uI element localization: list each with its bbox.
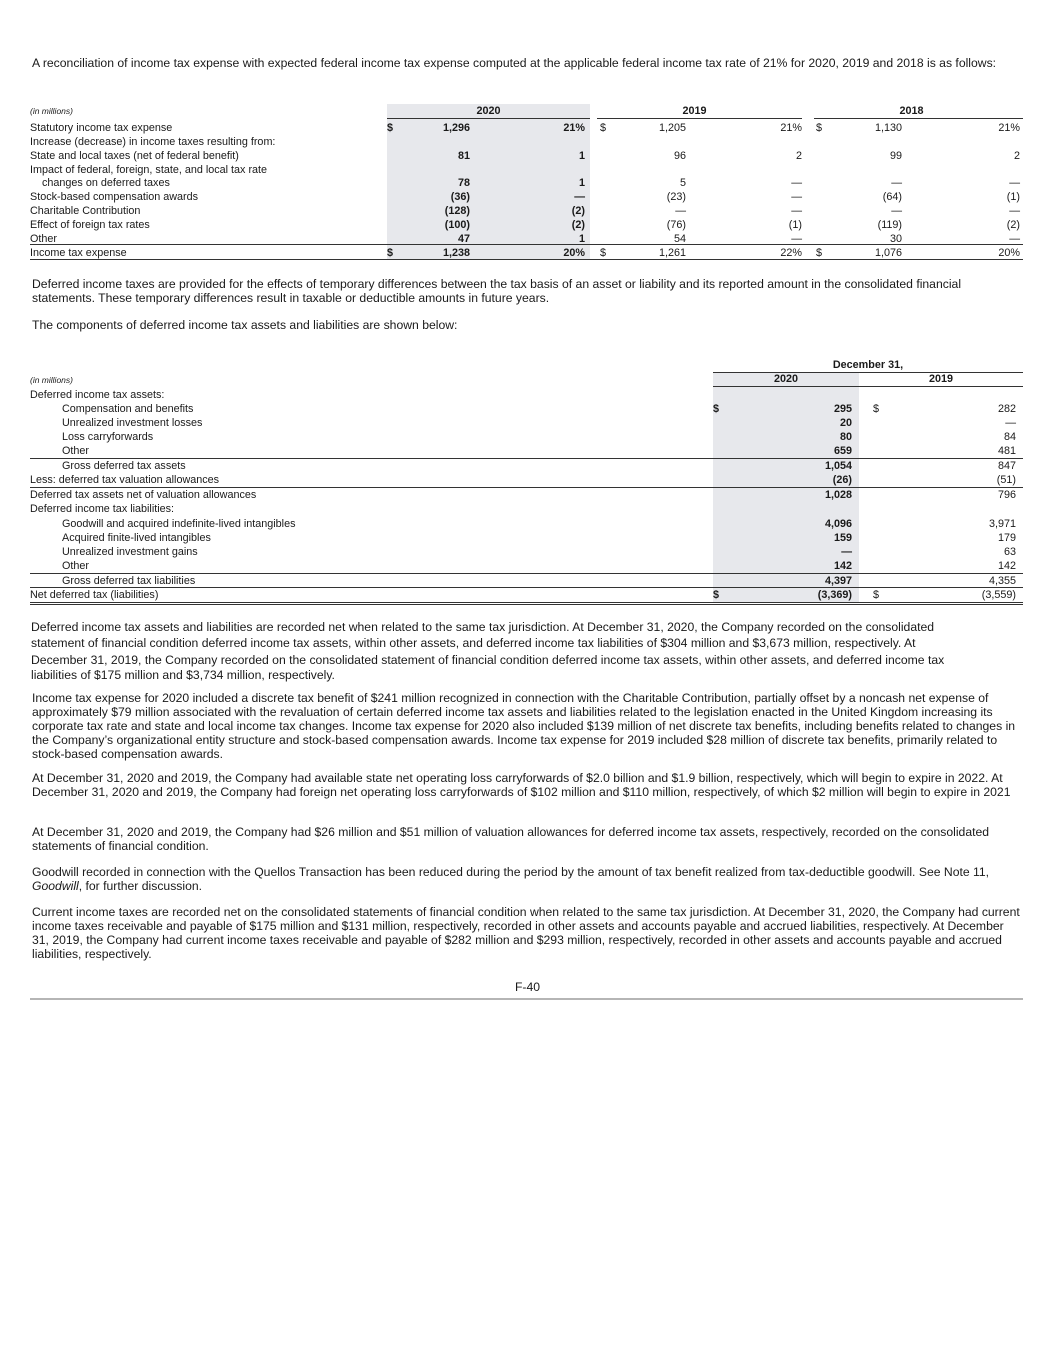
paragraph-line: December 31, 2019, the Company recorded on the consolidated statement of financial condition deferred income tax assets, within other assets, and deferred income tax xyxy=(31,653,945,667)
value-2019: 796 xyxy=(997,489,1016,501)
row-label: Other xyxy=(30,233,58,245)
nol-paragraph: At December 31, 2020 and 2019, the Company had available state net operating loss carryforwards of $2.0 billion and $1.9 billion, respectively, which will begin to expire in 2022. At December 31, 2020 and 2019, the Company had foreign net operating loss carryforwards of $102 million and $110 million, respectively, of which $2 million will begin to expire in 2021 xyxy=(32,771,1011,799)
header-rule xyxy=(713,386,1023,387)
percent-2018: 2 xyxy=(1013,150,1020,162)
value-2020: 295 xyxy=(833,403,852,415)
table-row xyxy=(30,416,1023,430)
value-2020: (36) xyxy=(450,191,470,203)
value-2018: (119) xyxy=(877,219,902,231)
row-label: Gross deferred tax assets xyxy=(62,460,186,472)
page-number: F-40 xyxy=(514,980,541,994)
percent-2020: 1 xyxy=(578,177,585,189)
value-2018: — xyxy=(891,205,902,217)
intro-paragraph: A reconciliation of income tax expense with expected federal income tax expense computed at the applicable federal income tax rate of 21% for 2020, 2019 and 2018 is as follows: xyxy=(32,56,997,70)
table-row xyxy=(30,545,1023,559)
row-label: Less: deferred tax valuation allowances xyxy=(30,474,220,486)
table-row xyxy=(30,176,1023,190)
goodwill-paragraph xyxy=(32,865,1022,893)
row-label: Unrealized investment gains xyxy=(62,546,198,558)
value-2020: 159 xyxy=(833,532,852,544)
value-2020: 1,028 xyxy=(824,489,852,501)
current-taxes-paragraph: Current income taxes are recorded net on the consolidated statements of financial condition when related to the same tax jurisdiction. At December 31, 2020, the Company had current income taxes receivable and payable of $175 million and $131 million, respectively, recorded in other assets and accounts payable and accrued liabilities, respectively. At December 31, 2019, the Company had current income taxes receivable and payable of $282 million and $293 million, respectively, recorded in other assets and accounts payable and accrued liabilities, respectively. xyxy=(32,905,1020,961)
header-rule xyxy=(387,118,590,119)
goodwill-note-ref: Goodwill xyxy=(32,879,79,893)
table-row xyxy=(30,531,1023,545)
percent-2018: (1) xyxy=(1006,191,1020,203)
row-label: Other xyxy=(62,445,90,457)
row-label: Unrealized investment losses xyxy=(62,417,203,429)
goodwill-text: Goodwill recorded in connection with the Quellos Transaction has been reduced during the period by the amount of tax benefit realized from tax-deductible goodwill. See Note 11, xyxy=(32,865,990,879)
value-2019: (51) xyxy=(996,474,1016,486)
year-header: 2018 xyxy=(899,105,924,117)
row-label: Deferred income tax liabilities: xyxy=(30,503,175,515)
value-2019: 481 xyxy=(997,445,1016,457)
row-rule xyxy=(30,573,1023,574)
percent-2019: — xyxy=(791,191,802,203)
percent-2019: 22% xyxy=(780,247,802,259)
percent-2020: — xyxy=(574,191,585,203)
table-row xyxy=(30,473,1023,487)
value-2020: 4,397 xyxy=(824,575,852,587)
percent-2020: (2) xyxy=(571,219,585,231)
currency-symbol: $ xyxy=(816,122,823,134)
currency-symbol: $ xyxy=(600,122,607,134)
currency-symbol: $ xyxy=(600,247,607,259)
value-2020: 80 xyxy=(839,431,852,443)
value-2019: 5 xyxy=(679,177,686,189)
value-2020: 78 xyxy=(457,177,470,189)
value-2019: 4,355 xyxy=(988,575,1016,587)
paragraph-line: statement of financial condition deferred income tax assets, within other assets, and deferred income tax liabilities of $304 million and $3,673 million, respectively. At xyxy=(31,636,916,650)
percent-2020: 1 xyxy=(578,233,585,245)
value-2019: — xyxy=(675,205,686,217)
row-label: State and local taxes (net of federal benefit) xyxy=(30,150,239,162)
table-row xyxy=(30,204,1023,218)
value-2020: 20 xyxy=(839,417,852,429)
percent-2018: 21% xyxy=(998,122,1020,134)
value-2020: (3,369) xyxy=(817,589,852,601)
value-2018: — xyxy=(891,177,902,189)
expense-paragraph: Income tax expense for 2020 included a discrete tax benefit of $241 million recognized in connection with the Charitable Contribution, partially offset by a noncash net expense of approximately $79 million associated with the revaluation of certain deferred income tax assets and liabilities related to the legislation enacted in the United Kingdom increasing its corporate tax rate and state and local income tax changes. Income tax expense for 2020 also included $139 million of net discrete tax benefits, including benefits related to changes in the Company’s organizational entity structure and stock-based compensation awards. Income tax expense for 2019 included $28 million of discrete tax benefits, primarily related to stock-based compensation awards. xyxy=(32,691,1016,761)
currency-symbol: $ xyxy=(713,589,720,601)
value-2019: (3,559) xyxy=(981,589,1016,601)
row-label: Effect of foreign tax rates xyxy=(30,219,150,231)
currency-symbol: $ xyxy=(873,589,880,601)
currency-symbol: $ xyxy=(873,403,880,415)
value-2019: 847 xyxy=(997,460,1016,472)
row-label: Impact of federal, foreign, state, and local tax rate xyxy=(30,164,268,176)
row-label: Goodwill and acquired indefinite-lived intangibles xyxy=(62,518,296,530)
row-rule xyxy=(30,587,1023,588)
value-2019: 179 xyxy=(997,532,1016,544)
row-label: Net deferred tax (liabilities) xyxy=(30,589,159,601)
value-2019: 1,261 xyxy=(658,247,686,259)
row-label: changes on deferred taxes xyxy=(42,177,170,189)
value-2020: (100) xyxy=(444,219,470,231)
value-2018: 1,076 xyxy=(874,247,902,259)
value-2018: 1,130 xyxy=(874,122,902,134)
table-row xyxy=(30,588,1023,602)
percent-2020: 1 xyxy=(578,150,585,162)
row-label: Gross deferred tax liabilities xyxy=(62,575,196,587)
value-2020: 1,296 xyxy=(442,122,470,134)
percent-2018: — xyxy=(1009,177,1020,189)
table-row xyxy=(30,502,1023,516)
header-rule xyxy=(597,118,802,119)
currency-symbol: $ xyxy=(816,247,823,259)
percent-2019: — xyxy=(791,205,802,217)
value-2020: 4,096 xyxy=(824,518,852,530)
row-label: Income tax expense xyxy=(30,247,127,259)
percent-2018: 20% xyxy=(998,247,1020,259)
components-paragraph: The components of deferred income tax assets and liabilities are shown below: xyxy=(32,318,458,332)
value-2019: 84 xyxy=(1003,431,1016,443)
table-row xyxy=(30,163,1023,177)
row-label: Loss carryforwards xyxy=(62,431,154,443)
table-row xyxy=(30,517,1023,531)
year-header: 2019 xyxy=(682,105,707,117)
value-2020: — xyxy=(841,546,852,558)
table-row xyxy=(30,488,1023,502)
row-label: Other xyxy=(62,560,90,572)
value-2019: — xyxy=(1005,417,1016,429)
bottom-rule xyxy=(30,604,1023,605)
table-row xyxy=(30,430,1023,444)
year-header: 2020 xyxy=(476,105,501,117)
table-header-row xyxy=(30,372,1023,386)
table-row xyxy=(30,246,1023,260)
currency-symbol: $ xyxy=(713,403,720,415)
table-row xyxy=(30,121,1023,135)
value-2020: (128) xyxy=(444,205,470,217)
table-title-row xyxy=(30,358,1023,372)
units-label: (in millions) xyxy=(30,375,73,385)
percent-2020: (2) xyxy=(571,205,585,217)
percent-2019: 21% xyxy=(780,122,802,134)
total-rule xyxy=(30,244,1023,245)
footer-divider xyxy=(30,998,1023,1000)
percent-2019: 2 xyxy=(795,150,802,162)
value-2020: 659 xyxy=(833,445,852,457)
row-label: Stock-based compensation awards xyxy=(30,191,199,203)
row-label: Statutory income tax expense xyxy=(30,122,173,134)
table-header-row xyxy=(30,104,1023,118)
paragraph-line: liabilities of $175 million and $3,734 million, respectively. xyxy=(31,668,335,682)
value-2020: 142 xyxy=(833,560,852,572)
value-2020: 47 xyxy=(457,233,470,245)
value-2019: (76) xyxy=(666,219,686,231)
table-row xyxy=(30,574,1023,588)
value-2018: (64) xyxy=(882,191,902,203)
value-2020: 1,238 xyxy=(442,247,470,259)
value-2019: 1,205 xyxy=(658,122,686,134)
table-row xyxy=(30,402,1023,416)
table-row xyxy=(30,135,1023,149)
row-rule xyxy=(30,487,1023,488)
bottom-rule xyxy=(30,259,1023,260)
percent-2019: — xyxy=(791,177,802,189)
value-2019: 54 xyxy=(673,233,686,245)
valuation-paragraph: At December 31, 2020 and 2019, the Company had $26 million and $51 million of valuation allowances for deferred income tax assets, respectively, recorded on the consolidated statements of financial condition. xyxy=(32,825,990,853)
row-label: Increase (decrease) in income taxes resulting from: xyxy=(30,136,276,148)
percent-2018: (2) xyxy=(1006,219,1020,231)
row-rule xyxy=(30,458,1023,459)
year-header: 2019 xyxy=(928,373,954,385)
paragraph-line: Deferred income tax assets and liabilities are recorded net when related to the same tax jurisdiction. At December 31, 2020, the Company recorded on the consolidated xyxy=(31,620,935,634)
row-label: Deferred tax assets net of valuation allowances xyxy=(30,489,257,501)
percent-2018: — xyxy=(1009,233,1020,245)
table-row xyxy=(30,559,1023,573)
value-2020: (26) xyxy=(832,474,852,486)
value-2019: 282 xyxy=(997,403,1016,415)
table-row xyxy=(30,190,1023,204)
value-2019: 142 xyxy=(997,560,1016,572)
value-2019: 63 xyxy=(1003,546,1016,558)
table-row xyxy=(30,388,1023,402)
value-2020: 1,054 xyxy=(824,460,852,472)
value-2019: 96 xyxy=(673,150,686,162)
table-row xyxy=(30,459,1023,473)
percent-2019: — xyxy=(791,233,802,245)
goodwill-text-end: , for further discussion. xyxy=(78,879,203,893)
currency-symbol: $ xyxy=(387,122,394,134)
value-2020: 81 xyxy=(457,150,470,162)
value-2019: (23) xyxy=(666,191,686,203)
currency-symbol: $ xyxy=(387,247,394,259)
table-row xyxy=(30,149,1023,163)
row-label: Acquired finite-lived intangibles xyxy=(62,532,211,544)
row-label: Deferred income tax assets: xyxy=(30,389,165,401)
percent-2019: (1) xyxy=(788,219,802,231)
december-header: December 31, xyxy=(832,359,904,371)
header-rule xyxy=(814,118,1023,119)
year-header: 2020 xyxy=(773,373,799,385)
value-2018: 30 xyxy=(889,233,902,245)
bottom-rule xyxy=(30,602,1023,603)
value-2019: 3,971 xyxy=(988,518,1016,530)
row-label: Charitable Contribution xyxy=(30,205,141,217)
percent-2020: 20% xyxy=(563,247,585,259)
table-row xyxy=(30,218,1023,232)
deferred-paragraph: Deferred income taxes are provided for the effects of temporary differences between the tax basis of an asset or liability and its reported amount in the consolidated financial statements. These temporary differences result in taxable or deductible amounts in future years. xyxy=(32,277,962,305)
units-label: (in millions) xyxy=(30,106,73,116)
value-2018: 99 xyxy=(889,150,902,162)
percent-2018: — xyxy=(1009,205,1020,217)
percent-2020: 21% xyxy=(563,122,585,134)
row-label: Compensation and benefits xyxy=(62,403,194,415)
table-row xyxy=(30,444,1023,458)
